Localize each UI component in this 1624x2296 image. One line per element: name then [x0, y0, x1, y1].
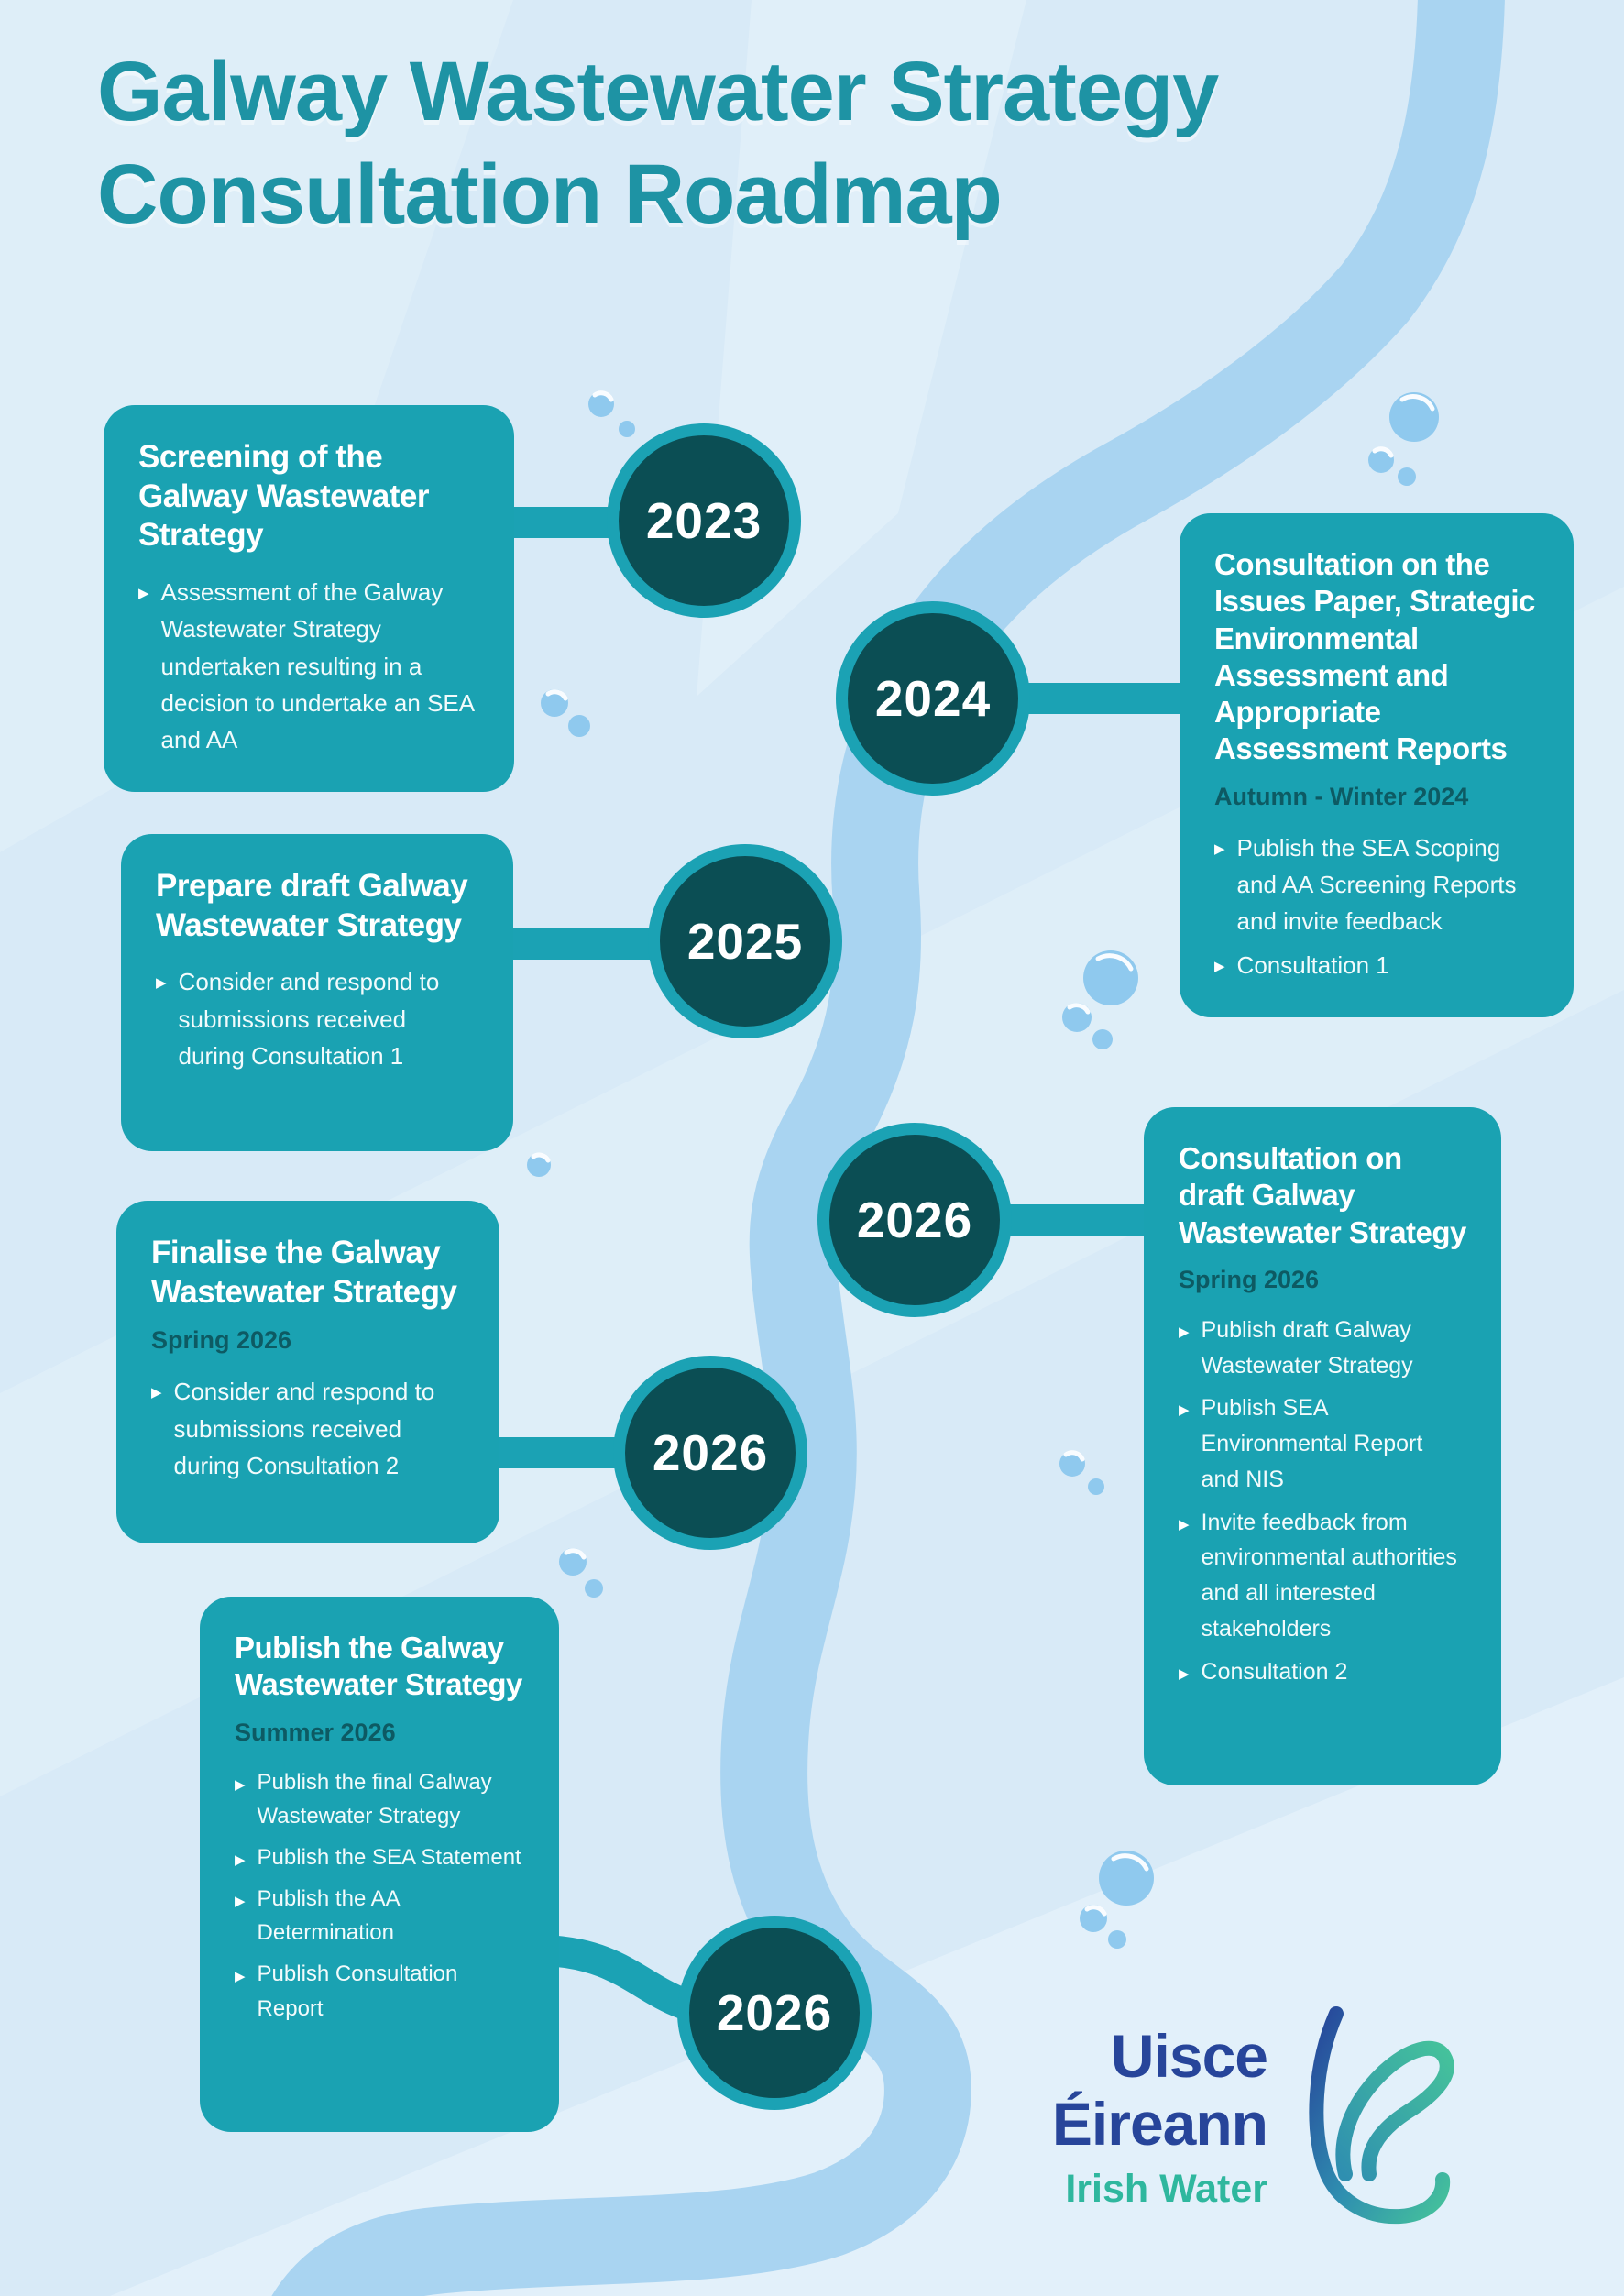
bullet-text: Publish SEA Environmental Report and NIS	[1201, 1395, 1423, 1492]
bullet-item	[151, 1373, 465, 1484]
page-title-line2: Consultation Roadmap	[97, 148, 1002, 242]
bullet-text: Consider and respond to submissions received during Consultation 1	[178, 968, 440, 1070]
page-title	[97, 40, 1218, 246]
bullet-arrow-icon: ▶	[138, 586, 149, 602]
bullet-arrow-icon: ▶	[235, 1776, 246, 1793]
bullet-item	[1214, 947, 1539, 983]
milestone-title: Finalise the Galway Wastewater Strategy	[151, 1235, 457, 1310]
bullet-arrow-icon: ▶	[1179, 1665, 1190, 1682]
milestone-subtitle: Autumn - Winter 2024	[1214, 782, 1469, 810]
bullet-text: Consider and respond to submissions received during Consultation 2	[173, 1378, 435, 1479]
page-title-line1: Galway Wastewater Strategy	[97, 45, 1219, 138]
bullet-item	[235, 1882, 524, 1950]
year-label: 2024	[874, 670, 992, 727]
milestone-title: Consultation on the Issues Paper, Strategic Environmental Assessment and Appropriate Assessment Reports	[1214, 547, 1535, 766]
bullet-item	[1179, 1505, 1466, 1647]
logo-name-line1: Uisce	[1110, 2022, 1267, 2090]
bullet-arrow-icon: ▶	[1214, 840, 1225, 857]
bullet-item	[1179, 1313, 1466, 1384]
bullet-item	[1179, 1654, 1466, 1690]
bullet-item	[1179, 1390, 1466, 1497]
bullet-arrow-icon: ▶	[235, 1969, 246, 1985]
milestone-subtitle: Summer 2026	[235, 1718, 396, 1746]
bullet-item	[235, 1957, 524, 2025]
bullet-arrow-icon: ▶	[1179, 1516, 1190, 1532]
year-marker-2025	[648, 844, 842, 1038]
logo-tagline: Irish Water	[1065, 2167, 1267, 2211]
milestone-bullets	[138, 574, 479, 758]
bullet-arrow-icon: ▶	[151, 1385, 162, 1401]
bullet-arrow-icon: ▶	[235, 1894, 246, 1910]
year-label: 2026	[856, 1192, 973, 1248]
bullet-arrow-icon: ▶	[235, 1851, 246, 1868]
milestone-title: Screening of the Galway Wastewater Strategy	[138, 439, 430, 554]
milestone-subtitle: Spring 2026	[151, 1326, 292, 1355]
uisce-eireann-logo-mark-icon	[1281, 2000, 1455, 2229]
logo-name-line2: Éireann	[1051, 2090, 1267, 2158]
year-label: 2023	[645, 492, 763, 549]
year-marker-2026-finalise	[613, 1356, 807, 1550]
milestone-title: Consultation on draft Galway Wastewater Strategy	[1179, 1141, 1466, 1249]
bullet-item	[138, 574, 479, 758]
milestone-card-consultation-issues	[1180, 513, 1574, 1017]
bullet-text: Publish the AA Determination	[257, 1886, 400, 1946]
milestone-card-consultation-draft	[1144, 1107, 1501, 1785]
bullet-text: Publish Consultation Report	[257, 1961, 458, 2021]
bullet-text: Consultation 1	[1236, 951, 1389, 980]
bullet-item	[235, 1840, 524, 1874]
milestone-card-screening	[104, 405, 514, 792]
uisce-eireann-logo	[1052, 2022, 1267, 2212]
year-label: 2026	[652, 1424, 769, 1481]
bullet-item	[235, 1765, 524, 1833]
year-label: 2026	[716, 1984, 833, 2041]
bullet-item	[156, 963, 478, 1074]
bullet-arrow-icon: ▶	[156, 975, 167, 992]
bullet-arrow-icon: ▶	[1179, 1324, 1190, 1340]
bullet-text: Publish the SEA Statement	[257, 1844, 521, 1870]
bullet-text: Invite feedback from environmental authorities and all interested stakeholders	[1201, 1509, 1457, 1642]
bullet-text: Publish the final Galway Wastewater Strategy	[257, 1769, 492, 1829]
bullet-text: Consultation 2	[1201, 1658, 1348, 1685]
bullet-text: Assessment of the Galway Wastewater Strategy undertaken resulting in a decision to undertake an SEA and AA	[160, 578, 474, 754]
milestone-bullets	[1214, 829, 1539, 984]
milestone-bullets	[156, 963, 478, 1074]
milestone-bullets	[1179, 1313, 1466, 1690]
milestone-title: Prepare draft Galway Wastewater Strategy	[156, 868, 468, 943]
milestone-subtitle: Spring 2026	[1179, 1265, 1320, 1293]
bullet-text: Publish the SEA Scoping and AA Screening Reports and invite feedback	[1236, 833, 1517, 936]
year-label: 2025	[686, 913, 804, 970]
milestone-bullets	[235, 1765, 524, 2026]
year-marker-2023	[607, 423, 801, 618]
year-marker-2024	[836, 601, 1030, 796]
milestone-title: Publish the Galway Wastewater Strategy	[235, 1631, 522, 1702]
milestone-card-publish	[200, 1597, 559, 2132]
year-marker-2026-consultation	[817, 1123, 1012, 1317]
milestone-bullets	[151, 1373, 465, 1484]
milestone-card-prepare-draft	[121, 834, 513, 1151]
bullet-arrow-icon: ▶	[1214, 959, 1225, 975]
bullet-text: Publish draft Galway Wastewater Strategy	[1201, 1316, 1413, 1379]
bullet-arrow-icon: ▶	[1179, 1402, 1190, 1419]
bullet-item	[1214, 829, 1539, 940]
milestone-card-finalise	[116, 1201, 499, 1543]
year-marker-2026-publish	[677, 1916, 872, 2110]
